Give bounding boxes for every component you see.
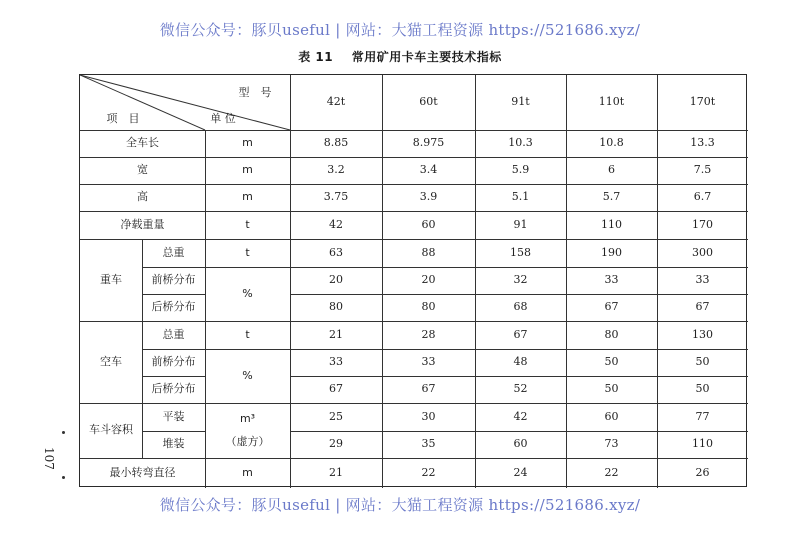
column-header-91t: 91t	[511, 95, 530, 109]
unit-cell-bed	[205, 403, 290, 458]
table-cell: 3.4	[419, 163, 438, 177]
row-label: 全车长	[126, 136, 159, 150]
header-type-label: 型 号	[238, 85, 272, 99]
table-cell: 33	[604, 273, 619, 287]
table-cell: 73	[604, 437, 619, 451]
unit-cell: t	[245, 327, 250, 341]
table-cell: 80	[329, 300, 343, 314]
table-cell: 50	[695, 382, 710, 396]
table-cell: 5.7	[602, 190, 621, 204]
row-label: 前桥分布	[151, 355, 196, 369]
watermark-top: 微信公众号：豚贝useful | 网站：大猫工程资源 https://521686.xyz/	[159, 21, 641, 39]
table-cell: 20	[421, 273, 436, 287]
table-cell: 67	[513, 327, 528, 341]
table-cell: 10.3	[508, 136, 533, 150]
table-title: 常用矿用卡车主要技术指标	[351, 50, 502, 64]
page-number-dot	[62, 431, 65, 434]
unit-cell: m	[242, 465, 253, 479]
table-cell: 24	[513, 465, 528, 479]
table-cell: 8.85	[323, 136, 349, 150]
table-cell: 190	[601, 245, 622, 259]
table-cell: 20	[329, 273, 343, 287]
column-header-110t: 110t	[598, 95, 625, 109]
table-number: 表 11	[298, 50, 334, 64]
table-cell: 170	[692, 217, 713, 231]
unit-cell: %	[242, 368, 253, 382]
table-cell: 33	[695, 273, 710, 287]
row-label: 总重	[162, 327, 185, 341]
row-label: 后桥分布	[151, 300, 196, 314]
table-cell: 26	[695, 465, 710, 479]
table-cell: 67	[604, 300, 619, 314]
column-header-170t: 170t	[689, 95, 716, 109]
row-label: 堆装	[162, 437, 185, 451]
header-item-label: 项 目	[106, 111, 140, 125]
table-cell: 67	[329, 382, 343, 396]
unit-cell: m	[242, 136, 253, 150]
row-label: 最小转弯直径	[109, 465, 176, 479]
watermark-bottom: 微信公众号：豚贝useful | 网站：大猫工程资源 https://521686.xyz/	[159, 496, 641, 514]
unit-cell: m	[242, 190, 253, 204]
table-cell: 91	[513, 217, 528, 231]
table-cell: 68	[513, 300, 528, 314]
table-cell: 6.7	[693, 190, 712, 204]
unit-cell: %	[242, 286, 253, 300]
table-cell: 32	[513, 273, 528, 287]
table-cell: 6	[608, 163, 615, 177]
table-cell: 88	[421, 245, 436, 259]
group-label-empty: 空车	[100, 354, 122, 368]
table-cell: 22	[421, 465, 436, 479]
table-cell: 110	[692, 437, 713, 451]
row-label: 净载重量	[120, 217, 165, 231]
table-caption	[0, 48, 800, 65]
table-cell: 158	[510, 245, 531, 259]
header-unit-label: 单 位	[210, 111, 236, 125]
table-cell: 5.9	[511, 163, 530, 177]
row-label: 平装	[162, 409, 185, 423]
group-label-bed-volume: 车斗容积	[89, 423, 133, 437]
unit-cubic-meter: m³	[239, 412, 256, 426]
table-cell: 10.8	[599, 136, 624, 150]
table-cell: 130	[692, 327, 713, 341]
table-cell: 67	[695, 300, 710, 314]
unit-loose-volume: （虚方）	[225, 434, 270, 448]
table-cell: 63	[329, 245, 343, 259]
table-cell: 3.9	[419, 190, 438, 204]
table-cell: 42	[329, 217, 343, 231]
table-cell: 22	[604, 465, 619, 479]
table-cell: 80	[421, 300, 436, 314]
table-cell: 60	[513, 437, 528, 451]
table-cell: 13.3	[690, 136, 715, 150]
table-cell: 67	[421, 382, 436, 396]
table-cell: 52	[513, 382, 528, 396]
unit-cell: t	[245, 217, 250, 231]
table-cell: 50	[604, 355, 619, 369]
table-cell: 77	[695, 409, 710, 423]
column-header-60t: 60t	[419, 95, 438, 109]
table-cell: 25	[329, 409, 343, 423]
row-label: 前桥分布	[151, 273, 196, 287]
table-cell: 8.975	[412, 136, 445, 150]
table-cell: 30	[421, 409, 436, 423]
table-cell: 35	[421, 437, 436, 451]
unit-cell: t	[245, 245, 250, 259]
table-cell: 300	[692, 245, 713, 259]
row-label: 高	[137, 190, 148, 204]
table-cell: 80	[604, 327, 619, 341]
table-cell: 50	[604, 382, 619, 396]
table-cell: 33	[421, 355, 436, 369]
table-cell: 7.5	[693, 163, 712, 177]
table-cell: 42	[513, 409, 528, 423]
table-cell: 50	[695, 355, 710, 369]
table-cell: 3.2	[327, 163, 345, 177]
row-label: 后桥分布	[151, 382, 196, 396]
table-cell: 21	[329, 465, 343, 479]
table-cell: 48	[513, 355, 528, 369]
table-cell: 3.75	[323, 190, 349, 204]
table-cell: 29	[329, 437, 343, 451]
table-cell: 5.1	[511, 190, 530, 204]
unit-cell: m	[242, 163, 253, 177]
row-label: 总重	[162, 245, 185, 259]
table-cell: 28	[421, 327, 436, 341]
table-cell: 33	[329, 355, 343, 369]
table-cell: 60	[421, 217, 436, 231]
column-header-42t: 42t	[326, 95, 346, 109]
group-label-loaded: 重车	[100, 272, 122, 286]
row-label: 宽	[137, 163, 148, 177]
table-cell: 110	[601, 217, 622, 231]
table-cell: 21	[329, 327, 343, 341]
spec-table	[79, 74, 747, 487]
page-number: 107	[42, 446, 56, 470]
page-number-dot	[62, 476, 65, 479]
table-cell: 60	[604, 409, 619, 423]
